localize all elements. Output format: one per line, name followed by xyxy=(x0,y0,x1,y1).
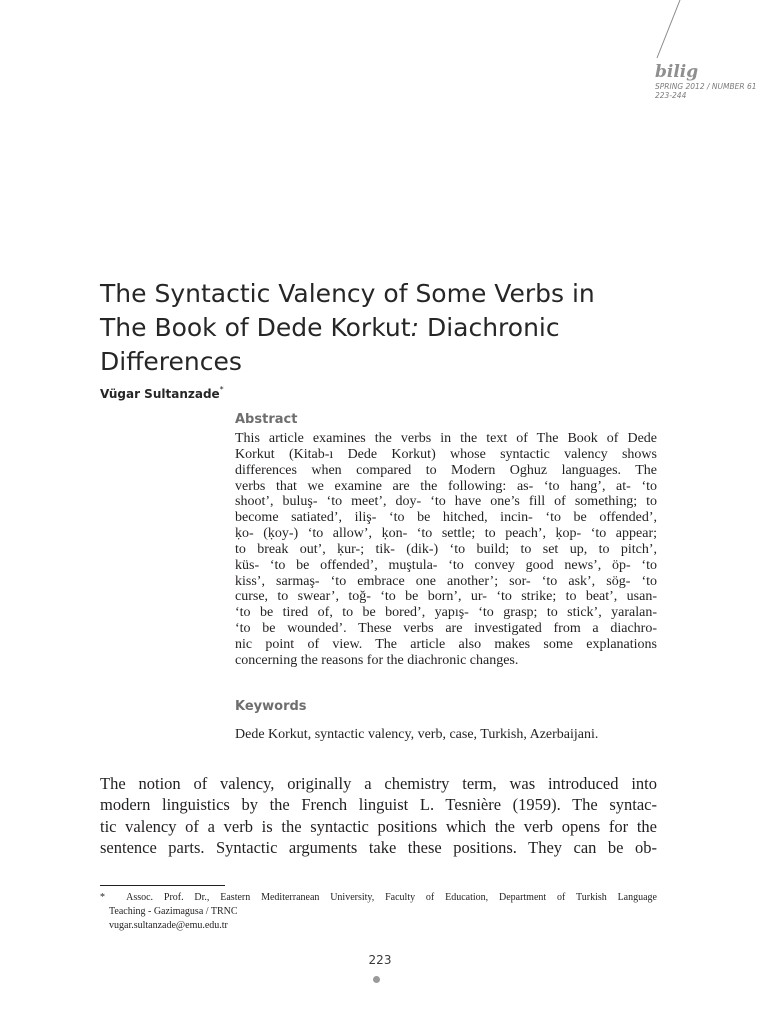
abstract-line: ‘to be tired of, to be bored’, yapış- ‘to grasp; to stick’, yaralan- xyxy=(235,605,657,621)
abstract-line: become satiated’, iliş- ‘to be hitched, incin- ‘to be offended’, xyxy=(235,510,657,526)
author-footnote-mark: * xyxy=(219,385,224,394)
journal-pages: 223-244 xyxy=(655,91,687,100)
body-line: modern linguistics by the French linguist L. Tesnière (1959). The syntac- xyxy=(100,795,657,815)
body-paragraph xyxy=(100,773,657,858)
abstract-line: ḳo- (ḳoy-) ‘to allow’, ḳon- ‘to settle; to peach’, ḳop- ‘to appear; xyxy=(235,526,657,542)
footnote-line-2: Teaching - Gazimagusa / TRNC xyxy=(109,906,238,917)
journal-name: bilig xyxy=(655,62,699,82)
footnote xyxy=(100,891,657,933)
body-line: The notion of valency, originally a chemistry term, was introduced into xyxy=(100,774,657,793)
keywords-heading: Keywords xyxy=(235,699,307,714)
page-dot-ornament xyxy=(373,976,380,983)
article-title xyxy=(100,277,700,379)
body-line: tic valency of a verb is the syntactic positions which the verb opens for the xyxy=(100,816,657,836)
abstract-line: Korkut (Kitab-ı Dede Korkut) whose syntactic valency shows xyxy=(235,446,657,462)
abstract-line: curse, to swear’, toğ- ‘to be born’, ur- ‘to strike; to beat’, usan- xyxy=(235,589,657,605)
keywords-text: Dede Korkut, syntactic valency, verb, case, Turkish, Azerbaijani. xyxy=(235,727,599,742)
title-line-3: Differences xyxy=(100,347,242,376)
author-text: Vügar Sultanzade xyxy=(100,387,220,401)
title-line-2a: The Book of Dede Korkut xyxy=(100,313,411,342)
footnote-text: Assoc. Prof. Dr., Eastern Mediterranean University, Faculty of Education, Department of Turkish Language xyxy=(126,892,657,903)
abstract-line: ‘to be wounded’. These verbs are investigated from a diachro- xyxy=(235,621,657,637)
abstract-line: kiss’, sarmaş- ‘to embrace one another’; sor- ‘to ask’, sög- ‘to xyxy=(235,573,657,589)
footnote-marker: * xyxy=(100,892,105,903)
page-number: 223 xyxy=(368,953,392,967)
abstract-line: verbs that we examine are the following: as- ‘to hang’, at- ‘to xyxy=(235,478,657,494)
author-name xyxy=(100,382,224,402)
abstract-line: This article examines the verbs in the text of The Book of Dede xyxy=(235,431,657,446)
footnote-email: vugar.sultanzade@emu.edu.tr xyxy=(109,920,228,931)
footnote-divider xyxy=(100,885,225,886)
abstract-line: concerning the reasons for the diachronic changes. xyxy=(235,652,519,668)
abstract-heading: Abstract xyxy=(235,412,298,427)
title-line-1: The Syntactic Valency of Some Verbs in xyxy=(100,279,595,308)
journal-issue: SPRING 2012 / NUMBER 61 xyxy=(655,82,757,91)
body-line: sentence parts. Syntactic arguments take these positions. They can be ob- xyxy=(100,837,657,857)
title-colon: : xyxy=(410,313,419,342)
abstract-line: differences when compared to Modern Oghuz languages. The xyxy=(235,462,657,478)
journal-header xyxy=(655,62,765,100)
abstract-line: küs- ‘to be offended’, muştula- ‘to convey good news’, öp- ‘to xyxy=(235,557,657,573)
footnote-line-1 xyxy=(100,891,657,905)
abstract-line: nic point of view. The article also makes some explanations xyxy=(235,636,657,652)
abstract-line: to break out’, ḳur-; tik- (dik-) ‘to build; to set up, to pitch’, xyxy=(235,541,657,557)
abstract-body xyxy=(235,431,657,669)
title-line-2b: Diachronic xyxy=(426,313,560,342)
abstract-line: shoot’, buluş- ‘to meet’, doy- ‘to have one’s fill of something; to xyxy=(235,494,657,510)
